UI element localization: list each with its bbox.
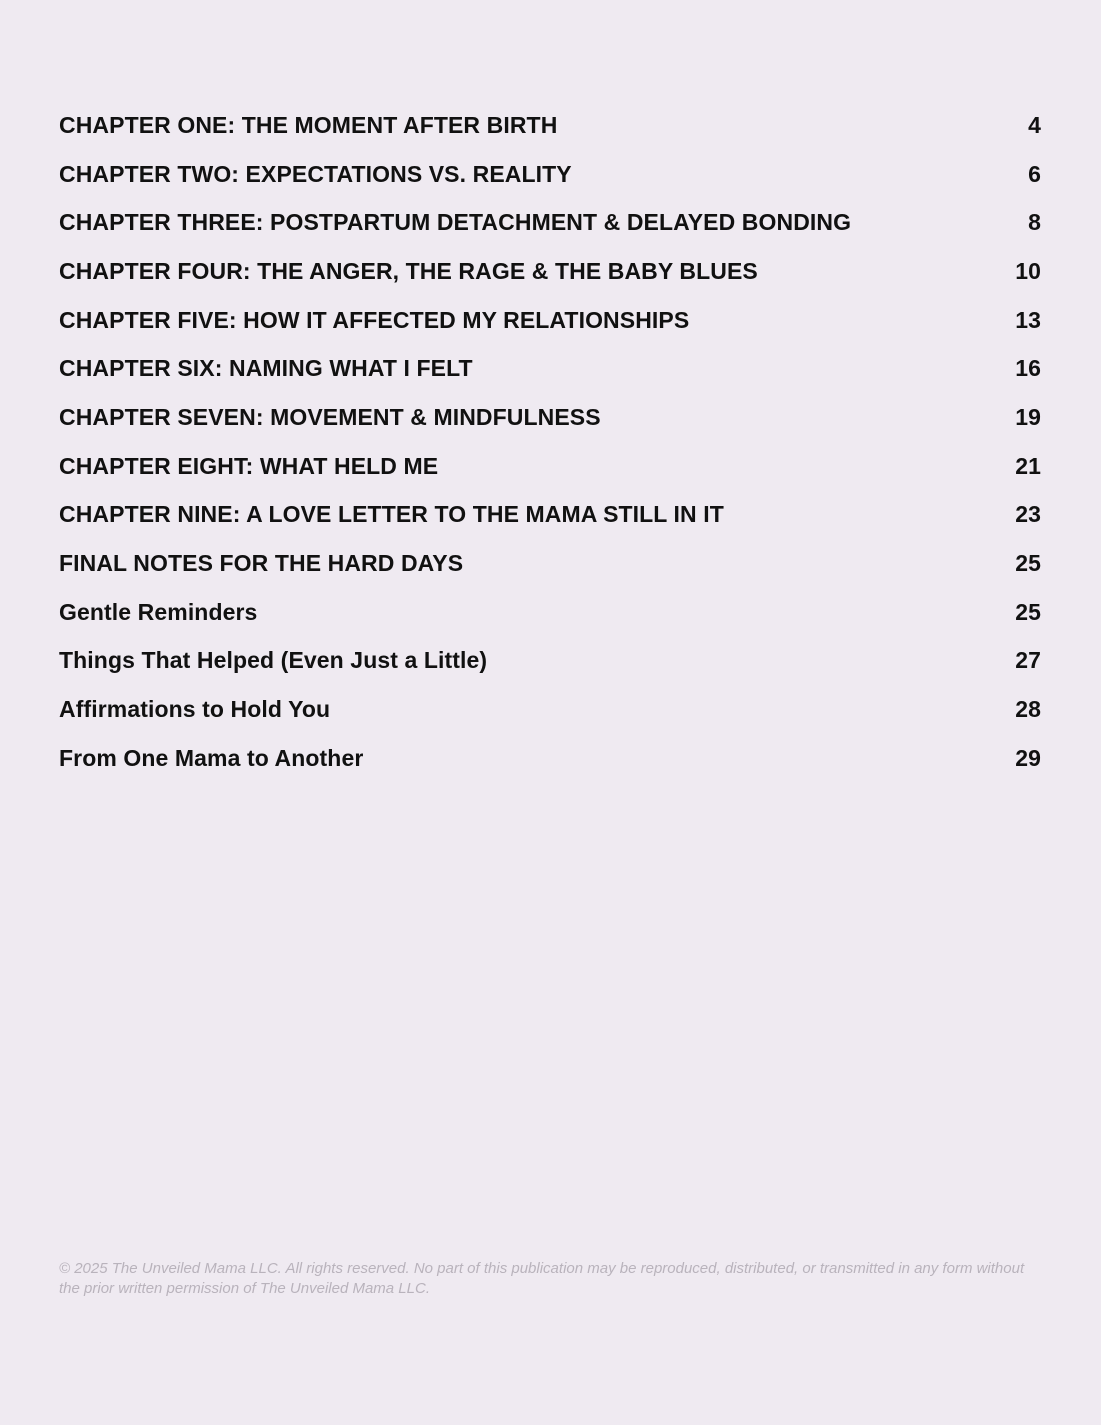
toc-entry-page-number: 8	[1028, 209, 1041, 236]
toc-entry-chapter-two[interactable]	[59, 150, 1041, 199]
toc-entry-chapter-eight[interactable]	[59, 442, 1041, 491]
toc-entry-page-number: 16	[1015, 355, 1041, 382]
toc-entry-chapter-four[interactable]	[59, 247, 1041, 296]
copyright-notice: © 2025 The Unveiled Mama LLC. All rights reserved. No part of this publication may be reproduced, distributed, or transmitted in any form without the prior written permission of The Unveiled Mama LLC.	[59, 1260, 1025, 1297]
toc-entry-chapter-three[interactable]	[59, 198, 1041, 247]
toc-entry-page-number: 25	[1015, 550, 1041, 577]
toc-entry-chapter-seven[interactable]	[59, 393, 1041, 442]
toc-entry-title: CHAPTER SEVEN: MOVEMENT & MINDFULNESS	[59, 403, 601, 430]
toc-entry-gentle-reminders[interactable]	[59, 588, 1041, 637]
toc-entry-title: Affirmations to Hold You	[59, 696, 331, 723]
toc-entry-title: CHAPTER THREE: POSTPARTUM DETACHMENT & DELAYED BONDING	[59, 209, 852, 236]
toc-entry-page-number: 25	[1015, 598, 1041, 625]
toc-entry-page-number: 21	[1015, 452, 1041, 479]
toc-entry-page-number: 4	[1028, 111, 1041, 138]
toc-entry-title: CHAPTER SIX: NAMING WHAT I FELT	[59, 355, 473, 382]
toc-entry-final-notes[interactable]	[59, 539, 1041, 588]
toc-entry-title: CHAPTER TWO: EXPECTATIONS VS. REALITY	[59, 160, 572, 187]
toc-entry-chapter-one[interactable]	[59, 101, 1041, 150]
toc-entry-page-number: 27	[1015, 647, 1041, 674]
toc-entry-things-that-helped[interactable]	[59, 637, 1041, 686]
toc-entry-affirmations[interactable]	[59, 685, 1041, 734]
toc-entry-page-number: 28	[1015, 696, 1041, 723]
toc-entry-page-number: 13	[1015, 306, 1041, 333]
toc-entry-page-number: 19	[1015, 403, 1041, 430]
toc-entry-title: From One Mama to Another	[59, 744, 364, 771]
toc-entry-chapter-nine[interactable]	[59, 491, 1041, 540]
toc-entry-page-number: 29	[1015, 744, 1041, 771]
toc-entry-title: CHAPTER EIGHT: WHAT HELD ME	[59, 452, 439, 479]
table-of-contents	[59, 101, 1041, 783]
toc-entry-title: FINAL NOTES FOR THE HARD DAYS	[59, 550, 464, 577]
toc-entry-title: CHAPTER ONE: THE MOMENT AFTER BIRTH	[59, 111, 558, 138]
toc-entry-page-number: 23	[1015, 501, 1041, 528]
toc-entry-one-mama-to-another[interactable]	[59, 734, 1041, 783]
toc-entry-chapter-six[interactable]	[59, 344, 1041, 393]
toc-entry-title: Gentle Reminders	[59, 598, 258, 625]
toc-entry-title: CHAPTER FOUR: THE ANGER, THE RAGE & THE BABY BLUES	[59, 257, 758, 284]
toc-entry-title: Things That Helped (Even Just a Little)	[59, 647, 488, 674]
toc-entry-page-number: 6	[1028, 160, 1041, 187]
toc-entry-chapter-five[interactable]	[59, 296, 1041, 345]
toc-entry-title: CHAPTER NINE: A LOVE LETTER TO THE MAMA STILL IN IT	[59, 501, 724, 528]
toc-entry-page-number: 10	[1015, 257, 1041, 284]
toc-entry-title: CHAPTER FIVE: HOW IT AFFECTED MY RELATIONSHIPS	[59, 306, 690, 333]
